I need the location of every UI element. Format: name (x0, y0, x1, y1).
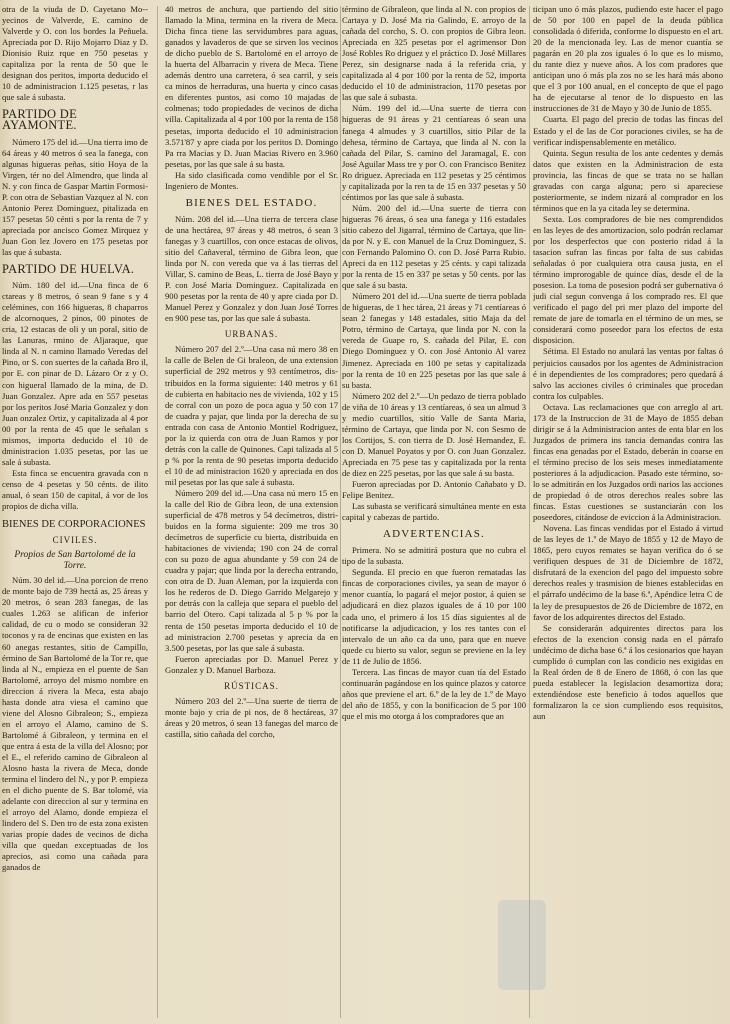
paragraph: Primera. No se admitirá postura que no cubra el tipo de la subasta. (342, 545, 526, 567)
paragraph: Cuarta. El pago del precio de todas las fincas del Estado y el de las de Cor poraciones civiles, se ha de verificar indispensablemente en metálico. (533, 114, 723, 147)
paragraph: Fueron apreciadas por D. Manuel Perez y Gonzalez y D. Manuel Barboza. (165, 653, 338, 675)
paragraph: otra de la viuda de D. Cayetano Mo-yecinos de Valverde, E. camino de Valverde y O. con los bordes la Peñuela. Apreciada por D. Rijo Mojarro Diaz y D. Dionisio Ruiz rque en 750 pesetas y capitaliza por la renta de 50 que le designan dos peritos, importa deducido el 10 de administracion 1.125 pesetas, r las que sale á subasta. (2, 4, 148, 103)
paragraph: Número 207 del 2.º—Una casa nú mero 38 en la calle de Belen de Gi braleon, de una extension superficial de 292 metros y 93 centímetros, dis tribuidos en la forma siguiente: 140 metros y 61 de cubierta en habitacio nes de vivienda, 102 y 15 de corral con un pozo de poca agua y 50 con 17 de cuadra y pajar, que linda por la derecha de su entrada con casa de Antonio Montiel Rodriguez, por la iz quierda con otra de Juan Ramos y por detrás con la calle de Quinones. Capi talizada al 5 p % por la renta de 90 pesetas importa deducido el 10 de ad ministracion 1620 y apreciada en dos mil pesetas por las que sale á subasta. (165, 344, 338, 487)
paragraph: Segunda. El precio en que fueron rematadas las fincas de corporaciones civiles, ya sean de mayor ó menor cuantía, lo pagará el mejor postor, á quien se adjudicará en diez plazos iguales de á 10 por 100 cada uno, el primero á los 15 días siguientes al de notificarse la adjudicacion, y los res tantes con el intervalo de un año ca da uno, para que en nueve quede cu bierto su valor, segun se previene en la ley de 11 de Julio de 1856. (342, 567, 526, 666)
ink-stain (498, 900, 546, 990)
column-rule (529, 6, 530, 1018)
paragraph: Ha sido clasificada como vendible por el Sr. Ingeniero de Montes. (165, 169, 338, 191)
paragraph: 40 metros de anchura, que partiendo del sitio llamado la Mina, termina en la rivera de Meca. Dicha finca tiene las servidumbres para aguas, ganados y lavaderos de que se sirven los vecinos de dicho pueblo de S. Bartolomé en el arroyo de la huerta del Albarracin y rivera de Meca. Tiene además dentro una carretera, ó sea carril, y seis ca minos de herraduras, una huerta y cinco casas en diferentes puntos, asi como 10 majadas de colmenas; todo propiedades de vecinos de dicha villa. Capitalizada al 4 por 100 por la renta de 158 pesetas, importa deducido el 10 administracion 3.571'87 y apre ciada por los peritos D. Domingo Pa rra Macias y D. Juan Macias Rivero en 3.960 pesetas, por las que sale á su basta. (165, 4, 338, 169)
subsection-heading: RÚSTICAS. (224, 680, 279, 691)
paragraph: Quinta. Segun resulta de los ante cedentes y demás datos que existen en la Administracion de esta provincia, las fincas de que se trata no se hallan gravadas con carga alguna; pero si apareciese posteriormente, se indem nizará al comprador en los términos que en la ya citada ley se determina. (533, 147, 723, 213)
column-4 (533, 4, 723, 1022)
paragraph: Núm. 199 del id.—Una suerte de tierra con higueras de 91 áreas y 21 centíareas ó sean una fanega 4 almudes y 3 cuartillos, sitio Pilar de la dehesa, término de Cartaya, que linda al N. con la cañada del Pilar, S. camino del Jaramagal, E. con José Aguilar Mass tre y por O. con Francisco Benitez Ro driguez. Apreciada en 112 pesetas y 25 céntimos y capitalizada por la ren ta de 15 en 337 pesetas y 50 céntimos por las que sale á subasta. (342, 103, 526, 202)
section-heading: PARTIDO DE HUELVA. (2, 262, 135, 277)
section-heading: BIENES DE CORPORACIONES (2, 519, 146, 531)
paragraph: Núm. 208 del id.—Una tierra de tercera clase de una hectárea, 97 áreas y 48 metros, ó sean 3 fanegas y 3 cuartillos, con once estacas de olivos, sitio del Cañaveral, término de Gibra leon, que linda por N. con vereda que va á las tierras del Villar, S. camino de Beas, L. tierra de José Bayo y P. con José Maria Dominguez. Capitalizada en 900 pesetas por la renta de 40 y apre ciada por D. Manuel Perez y Gonzalez y don Juan José Torres en 900 pese tas, por las que sale á subasta. (165, 213, 338, 324)
section-heading: ADVERTENCIAS. (382, 528, 486, 541)
paragraph: ticipan uno ó más plazos, pudiendo este hacer el pago de 50 por 100 en papel de la deuda pública consolidada ó diferida, conforme lo dispuesto en el art. 20 de la mencionada ley. Las de menor cuantía se pagarán en 20 pla zos iguales ó lo que es lo mismo, du rante diez y nueve años. A los com pradores que anticipan uno ó más pla zos no se les hará más abono que el 3 por 100 anual, en el concepto de que el pago ha de ejecutarse al tenor de lo dispuesto en las instrucciones de 31 de Mayo y 30 de Junio de 1855. (533, 4, 723, 114)
paragraph: Tercera. Las fincas de mayor cuan tía del Estado continuarán pagándose en los quince plazos y catorce años que previene el art. 6.º de la ley de 1.º de Mayo del año de 1855, y con la bonificacion de 5 por 100 que el mis mo otorga á los compradores que an (342, 666, 526, 721)
column-2 (165, 4, 338, 1022)
column-1 (2, 4, 148, 1022)
paragraph: Las subasta se verificará simultánea mente en esta capital y cabezas de partido. (342, 501, 526, 523)
paragraph: Sétima. El Estado no anulará las ventas por faltas ó perjuicios causados por los agentes de Administracion é in dependientes de los compradores; pero quedará á salvo las acciones civiles ó criminales que procedan contra los culpables. (533, 346, 723, 401)
paragraph: Número 203 del 2.º—Una suerte de tierra de monte bajo y cria de pi nos, de 8 hectáreas, 37 áreas y 20 metros, ó sean 13 fanegas del marco de castilla, sitio cañada del corcho, (165, 695, 338, 739)
paragraph: Número 201 del id.—Una suerte de tierra poblada de higueras, de 1 hec tárea, 21 áreas y 71 centíareas ó sean 2 fanegas y 148 estadales, sitio Maja da del Potro, término de Cartaya, que linda por N. con la vereda de Guape ro, S. cañada del Pilar, E. con Diego Dominguez y O. con José Antonio Al varez Jimenez. Apreciada en 100 pe setas y capitalizada por la renta de 10 en 225 pesetas por las que sale á su basta. (342, 291, 526, 390)
paragraph: Núm. 30 del id.—Una porcion de rreno de monte bajo de 739 hectá as, 25 áreas y 20 metros, ó sean 283 fanegas, de las cuales 1.263 se alifican de inferior calidad, de cu o modo se consideran 32 toconos y ra de encinas que existen en las 60 anegas restantes, sitio de Campillo, érmino de San Bartolomé de la Tor re, que linda al N., empieza en el puente de San Bartolomé, arroyo del mismo nombre en direccion á rivera la Meca, esta abajo hasta donde atra viesa el camino que viene del Alosno Gibraleon; S., empieza en el arroyo el Alamo, camino de S. Bartolomé á Gibraleon, y termina en el que entra á esta de la villa del Alosno; por el E., el referido camino de Gibraleon al Alosno hasta la rivera de Meca, donde termina el lindero del N., y por P. empieza en el dicho puente de S. Bar tolomé, via adelante con direccion al sur y termina en el arroyo del Alamo, donde empieza el lindero del S. Den tro de esta zona existen varias propie dades de vecinos de dicha villa que quedan exceptuadas de los aprecios, asi como una cañada para ganados de (2, 575, 148, 873)
paragraph: término de Gibraleon, que linda al N. con propios de Cartaya y D. José Ma ria Galindo, E. arroyo de la cañada del corcho, S. O. con propios de Gibra leon. Apreciada en 325 pesetas por el agrimensor Don José Robles Ro driguez y el práctico D. José Millares Perez, sin designarse nada á la referida cria, y capitalizada al 4 por 100 por la renta de 52, importa deducido el 10 de administracion, 1170 pesetas por las que sale á subasta. (342, 4, 526, 103)
paragraph: Sexta. Los compradores de bie nes comprendidos en las leyes de des amortizacion, solo podrán reclamar por los desperfectos que con posterio ridad á la tasacion sufran las fincas por falta de sus cabidas señaladas ó por cualquiera otra causa justa, en el término improrogable de quince días, desde el de la posesion. La toma de posesion podrá ser gubernativa ó judi cial segun convenga á los comprado res. El que verificado el pago del pri mer plazo del importe del remate de jare de tomarla en el término de un mes, se considerará como poseedor para los efectos de esta disposicion. (533, 213, 723, 346)
paragraph: Número 175 del id.—Una tierra imo de 64 áreas y 40 metros ó sea la fanega, con algunas higueras peñas, sitio Hoya de la Virgen, tér no del Almendro, que linda al N. y con finca de Gaspar Martin Formosi P. con otra de Sebastian Vazquez al N. con Antonio Perez Dominguez, pitalizada en 157 pesetas 50 cénti s por la renta de 7 y apreciada por ancisco Gomez Mirquez y Juan Gon lez Jovero en 175 pesetas por las que á subasta. (2, 136, 148, 257)
paragraph: Novena. Las fincas vendidas por el Estado á virtud de las leyes de 1.º de Mayo de 1855 y 12 de Mayo de 1865, pero cuyos remates se hayan verifica do ó se verifiquen despues de 31 de Diciembre de 1872, disfrutará de la exencion del pago del impuesto sobre derechos reales y trasmision de bienes establecidas en el párrafo undécimo de la base 6.ª, Apéndice letra C de la ley de presupuestos de 26 de Diciembre de 1872, en favor de los adquirentes directos del Estado. (533, 523, 723, 622)
paragraph: Fueron apreciadas por D. Antonio Cañabato y D. Felipe Benitez. (342, 479, 526, 501)
paragraph: Esta finca se encuentra gravada con n censo de 4 pesetas y 50 cénts. de ilito anual, ó sean 150 de capital, á vor de los propios de dicha villa. (2, 467, 148, 512)
subsection-heading: URBANAS. (224, 329, 279, 340)
subsection-heading: CIVILES. (52, 535, 98, 546)
paragraph: Se considerarán adquirentes directos para los efectos de la exencion consig nada en el párrafo undécimo de dicha base 6.ª á los cesionarios que hayan cumplido ó cumplan con las condicio nes exigidas en la Real órden de 8 de Enero de 1868, ó con las que pueda establecer la legislacion desamortiza dora; extendiéndose este beneficio á todos aquellos que formalizaron la ce sion cumpliendo esos requisitos, aun (533, 622, 723, 721)
paragraph: Número 209 del id.—Una casa nú mero 15 en la calle del Rio de Gibra leon, de una extension superficial de 478 metros y 54 decímetros, distri buidos en la forma siguiente: 209 me tros 30 decímetros de superficie cu bierta, distribuida en habitaciones de vivienda; 190 con 24 de corral con su pozo de agua abundante y 59 con 24 de cuadra y pajar; que linda por la derecha entrando, con otra de D. Juan Aleman, por la izquierda con los he rederos de D. Diego Garrido Melgarejo y por detrás con la calleja que separa el pueblo del barrio del Otero. Capi talizada al 5 p % por la renta de 150 pesetas importa deducido el 10 de ad ministracion 2.700 pesetas y aprecia da en 3.500 pesetas, por las que sale á subasta. (165, 487, 338, 653)
section-heading: PARTIDO DE AYAMONTE. (2, 107, 78, 133)
column-3 (342, 4, 526, 1022)
paragraph: Octava. Las reclamaciones que con arreglo al art. 173 de la Instruccion de 31 de Mayo de 1855 deban dirigir se á la Administracion antes de enta blar en los Juzgados de primera ins tancia demandas contra las fincas ena genadas por el Estado, deberán in coarse en el término preciso de los seis meses inmediatamente posteriores á la adjudicacion. Pasado este término, so lo se admitirán en los Juzgados ordi narios las acciones de propiedad ó de otros derechos reales sobre las fincas. Estas cuestiones se sustanciarán con los poseedores, citándose de eviccion á la Administracion. (533, 401, 723, 523)
subsection-title: Propios de San Bartolomé de la Torre. (14, 550, 136, 572)
paragraph: Número 202 del 2.º—Un pedazo de tierra poblado de viña de 10 áreas y 13 centíareas, ó sea un almud 3 y medio cuartillos, sitio Valle de Santa Maria, término de Cartaya, que linda por N. con Sesmo de los Cortijos, S. con tierra de D. José Hernandez, E. con D. Manuel Poyatos y por O. con Juan Gonzalez. Apreciada en 75 pese tas y capitalizada por la renta de diez en 225 pesetas, por las que sale á su basta. (342, 390, 526, 478)
paragraph: Núm. 180 del id.—Una finca de 6 ctareas y 8 metros, ó sean 9 fane s y 4 celémines, con 166 higueras, 8 chaparros de alcornoques, 2 pinos, 00 pinotes de cria, 12 estacas de oli y un poral, sitio de las Lanuras, rmino de Aljaraque, que linda al N. n camino llamado Veredas del Pino, or S. con suertes de la cañada Bro il, por E. con pinar de D. Lázaro Or z y O. con higueral llamado de la mina, de D. Juan Gonzalez. Apre ada en 557 pesetas por los peritos José Maria Gonzalez y don Juan onzalez Ortiz, y capitalizada al 4 por 00 por la renta de 45 que le señalan s mismos, importa deducido el 10 de dministracion 1.035 pesetas, por las ue sale á subasta. (2, 280, 148, 467)
section-heading: BIENES DEL ESTADO. (185, 196, 318, 209)
column-rule (340, 6, 341, 1018)
column-rule (157, 6, 158, 1018)
paragraph: Núm. 200 del id.—Una suerte de tierra con higueras 76 áreas, ó sea una fanega y 116 estadales sitio cabezo del Jigarral, término de Cartaya, que lin da por N. y E. con Manuel de la Cruz Dominguez, S. con Fernando Palomino O. con D. José Parra Rubio. Apreci da en 112 pesetas y 25 cénts. y capi talizada por la renta de 15 en 337 pe setas y 50 cents. por las que sale á su basta. (342, 202, 526, 291)
